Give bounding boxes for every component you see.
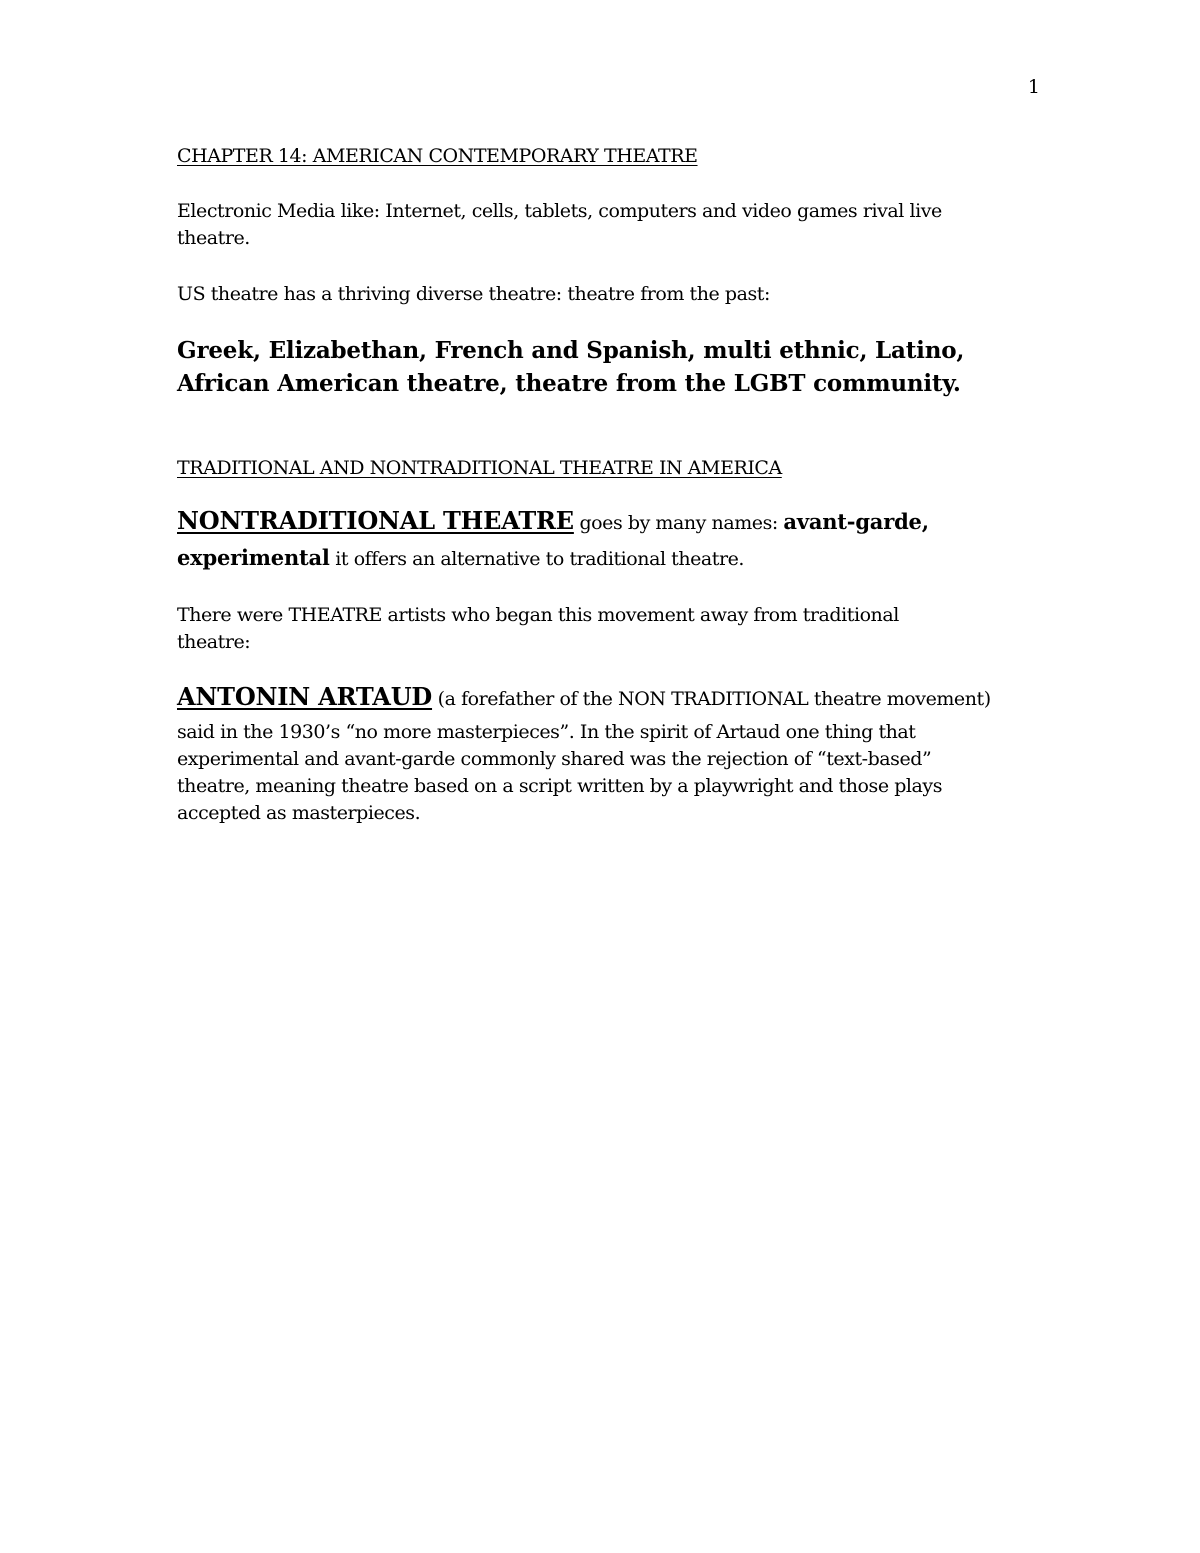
page-number: 1 [1027, 76, 1040, 98]
chapter-heading: CHAPTER 14: AMERICAN CONTEMPORARY THEATRE [177, 145, 698, 167]
artists-line-1: There were THEATRE artists who began this movement away from traditional [177, 604, 899, 626]
section-heading: TRADITIONAL AND NONTRADITIONAL THEATRE IN AMERICA [177, 457, 782, 479]
electronic-media-line-1: Electronic Media like: Internet, cells, tablets, computers and video games rival live [177, 200, 942, 222]
artaud-line-1 [177, 684, 991, 712]
us-theatre-paragraph: US theatre has a thriving diverse theatre: theatre from the past: [177, 283, 770, 305]
nontraditional-line-2 [177, 545, 744, 572]
artaud-line-5: accepted as masterpieces. [177, 802, 421, 824]
artists-line-2: theatre: [177, 631, 251, 653]
theatre-types-line-1: Greek, Elizabethan, French and Spanish, multi ethnic, Latino, [177, 337, 965, 364]
nontraditional-term: NONTRADITIONAL THEATRE [177, 506, 574, 535]
nontraditional-text-b: it offers an alternative to traditional theatre. [329, 548, 745, 570]
nontraditional-names-a: avant-garde, [783, 509, 929, 534]
artaud-line-3: experimental and avant-garde commonly shared was the rejection of “text-based” [177, 748, 932, 770]
theatre-types-line-2: African American theatre, theatre from the LGBT community. [177, 370, 961, 397]
artaud-line-2: said in the 1930’s “no more masterpieces”. In the spirit of Artaud one thing that [177, 721, 916, 743]
artaud-line-1-rest: (a forefather of the NON TRADITIONAL theatre movement) [432, 688, 991, 710]
artaud-name: ANTONIN ARTAUD [177, 682, 433, 711]
electronic-media-line-2: theatre. [177, 227, 250, 249]
nontraditional-names-b: experimental [177, 545, 330, 570]
artaud-line-4: theatre, meaning theatre based on a script written by a playwright and those plays [177, 775, 943, 797]
nontraditional-line-1 [177, 508, 929, 536]
nontraditional-text-a: goes by many names: [573, 512, 784, 534]
